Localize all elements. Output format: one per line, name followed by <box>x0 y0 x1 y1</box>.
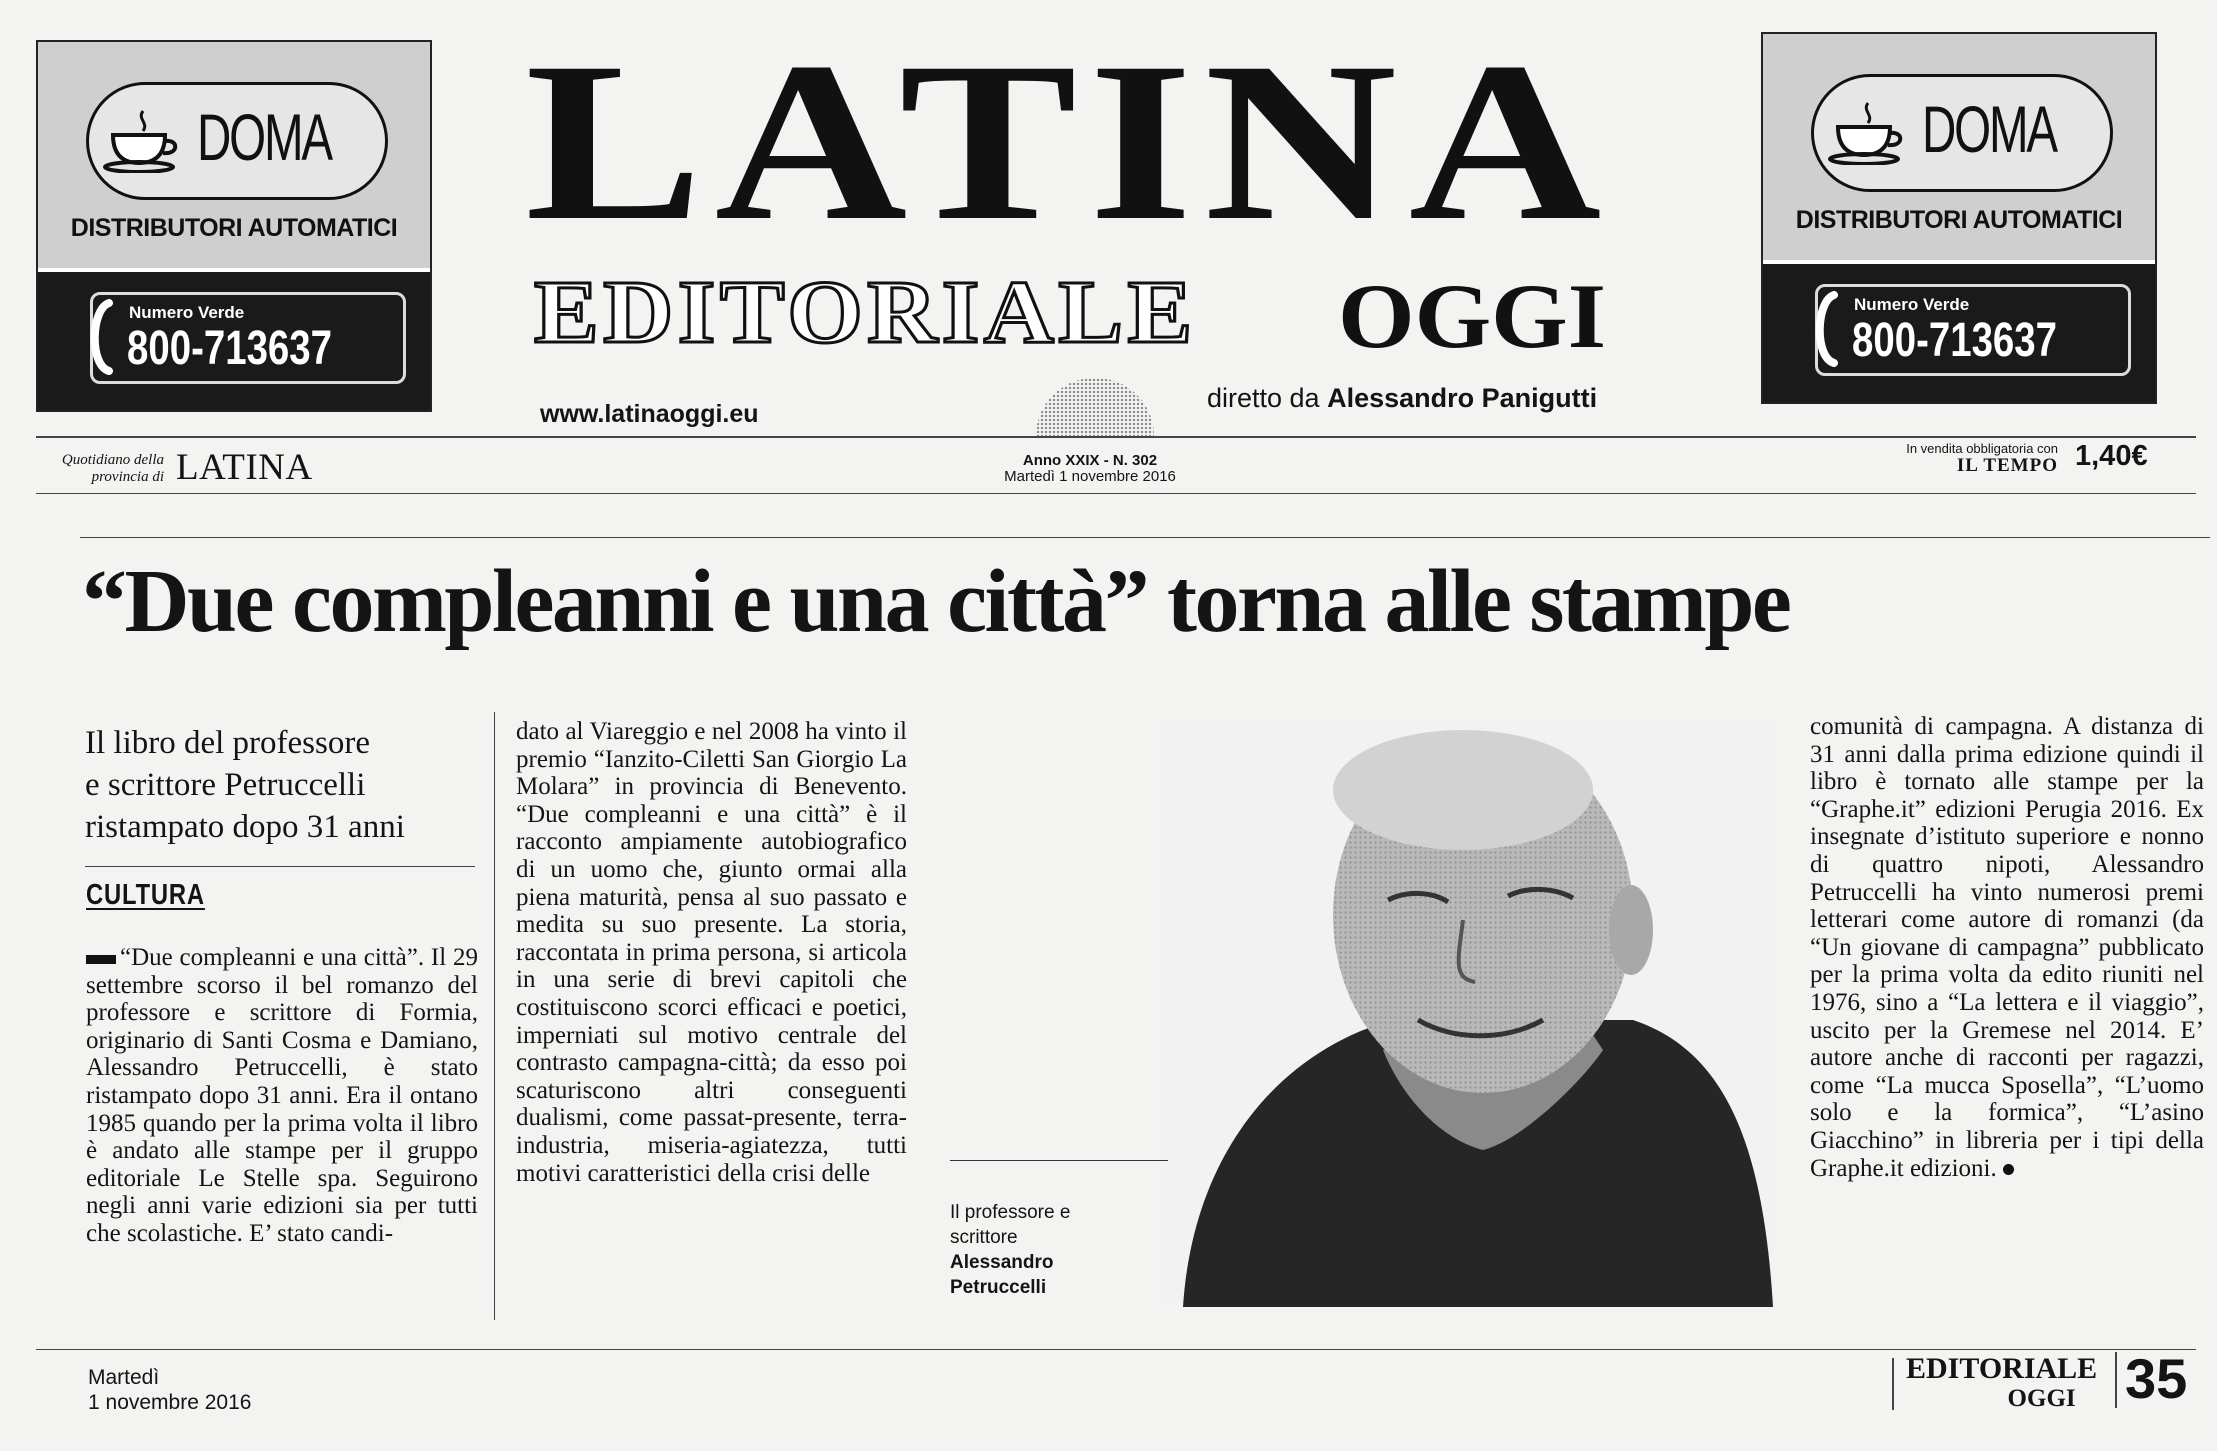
paper-city: LATINA <box>176 447 313 488</box>
standfirst-rule <box>85 866 475 867</box>
article-rule-top <box>80 537 2210 538</box>
photo-caption <box>950 1200 1130 1300</box>
sale-partner: IL TEMPO <box>1956 455 2058 476</box>
article-column-1 <box>86 944 478 1248</box>
director-credit <box>1207 383 1597 414</box>
column-divider <box>494 712 495 1320</box>
director-name: Alessandro Panigutti <box>1327 383 1598 413</box>
ad-right[interactable] <box>1761 32 2157 404</box>
ad-phone-label: Numero Verde <box>129 303 245 322</box>
sale-note: In vendita obbligatoria con <box>1906 441 2058 456</box>
ad-phone-panel <box>1763 264 2155 402</box>
section-label: CULTURA <box>86 879 205 911</box>
masthead-title: LATINA <box>525 16 1614 268</box>
issue-info <box>980 453 1200 485</box>
coffee-cup-icon <box>103 109 189 173</box>
footer-date <box>88 1365 251 1415</box>
ad-logo <box>1811 74 2113 192</box>
issue-date: Martedì 1 novembre 2016 <box>1004 468 1176 485</box>
caption-pointer <box>950 1160 1168 1161</box>
ad-phone-label: Numero Verde <box>1854 295 1970 314</box>
masthead-rule-top <box>36 436 2196 438</box>
standfirst-line: e scrittore Petruccelli <box>85 767 366 803</box>
ad-tagline: DISTRIBUTORI AUTOMATICI <box>1795 206 2123 234</box>
ad-logo-panel <box>38 42 430 268</box>
sale-info <box>1862 441 2058 476</box>
ad-phone-number: 800-713637 <box>1852 314 2057 367</box>
footer-full-date: 1 novembre 2016 <box>88 1391 252 1414</box>
paper-tagline-line2: provincia di <box>91 469 164 485</box>
footer-rule <box>36 1349 2196 1350</box>
phone-icon <box>1812 291 1838 367</box>
footer-brand-line2: OGGI <box>2007 1385 2076 1412</box>
ad-brand: DOMA <box>197 100 331 174</box>
footer-brand <box>1906 1354 2097 1414</box>
ad-logo <box>86 82 388 200</box>
ad-phone-box <box>90 292 406 384</box>
article-headline: “Due compleanni e una città” torna alle stampe <box>82 552 1790 651</box>
ad-logo-panel <box>1763 34 2155 260</box>
masthead-subtitle-oggi: OGGI <box>1338 265 1607 367</box>
article-column-3 <box>1810 713 2204 1182</box>
column-3-text: comunità di campagna. A distanza di 31 anni dalla prima edizione quindi il libro è tornato alle stampe per la “Graphe.it” edizioni Perugia 2016. Ex insegnate d’istituto superiore e nonno di quattro nipoti, Alessandro Petruccelli ha vinto numerosi premi letterari come autore di romanzi (da “Un giovane di campagna” pubblicato per la prima volta da edito riuniti nel 1976, sino a “La lettera e il viaggio”, uscito per la Gremese nel 2014. E’ autore anche di racconti per ragazzi, come “La mucca Sposella”, “L’uomo solo e la formica”, “L’asino Giacchino” in libreria per i tipi della Graphe.it edizioni. <box>1810 713 2204 1182</box>
footer-brand-divider <box>1892 1358 1894 1410</box>
coffee-cup-icon <box>1828 101 1914 165</box>
end-mark-icon <box>2003 1164 2014 1175</box>
caption-role: Il professore e scrittore <box>950 1202 1071 1248</box>
issue-number: Anno XXIX - N. 302 <box>1022 452 1158 469</box>
author-photo <box>1163 720 1773 1307</box>
price: 1,40€ <box>2075 440 2148 472</box>
footer-brand-line1: EDITORIALE <box>1906 1352 2098 1385</box>
ad-left[interactable] <box>36 40 432 412</box>
footer-page-divider <box>2115 1352 2117 1408</box>
masthead-ornament <box>1036 378 1154 436</box>
ad-phone-box <box>1815 284 2131 376</box>
paper-tagline <box>36 452 164 486</box>
masthead-subtitle-editoriale: EDITORIALE <box>534 263 1197 362</box>
director-prefix: diretto da <box>1207 383 1320 413</box>
column-2-text: dato al Viareggio e nel 2008 ha vinto il premio “Ianzito-Ciletti San Giorgio La Molara” in provincia di Benevento. “Due compleanni e una città” è il racconto ampiamente autobiografico di un uomo che, giunto ormai alla piena maturità, pensa al suo passato e medita su suo presente. La storia, raccontata in prima persona, si articola in una serie di brevi capitoli che costituiscono scorci efficaci e poetici, imperniati sul motivo centrale del contrasto campagna-città; da esso poi scaturiscono altri conseguenti dualismi, come passat-presente, terra-industria, miseria-agiatezza, tutti motivi caratteristici della crisi delle <box>516 718 907 1187</box>
paper-tagline-line1: Quotidiano della <box>61 452 164 468</box>
article-standfirst <box>85 722 465 848</box>
ad-brand: DOMA <box>1922 92 2056 166</box>
article-column-2 <box>516 718 907 1187</box>
ad-phone-panel <box>38 272 430 410</box>
standfirst-line: ristampato dopo 31 anni <box>85 809 405 845</box>
page-number: 35 <box>2125 1347 2188 1410</box>
column-1-text: “Due compleanni e una città”. Il 29 settembre scorso il bel romanzo del professore e scrittore di Formia, originario di Santi Cosma e Damiano, Alessandro Petruccelli, è stato ristampato dopo 31 anni. Era il ontano 1985 quando per la prima volta il libro è andato alle stampe per il gruppo editoriale Le Stelle spa. Seguirono negli anni varie edizioni sia per tutti che scolastiche. E’ stato candi- <box>86 944 478 1247</box>
footer-day: Martedì <box>88 1366 160 1389</box>
lead-bullet-icon <box>86 955 116 964</box>
author-portrait-image <box>1163 720 1773 1307</box>
standfirst-line: Il libro del professore <box>85 725 370 761</box>
website-link[interactable]: www.latinaoggi.eu <box>540 400 759 428</box>
caption-name: Alessandro Petruccelli <box>950 1252 1054 1298</box>
ad-phone-number: 800-713637 <box>127 322 332 375</box>
ad-tagline: DISTRIBUTORI AUTOMATICI <box>70 214 398 242</box>
phone-icon <box>87 299 113 375</box>
masthead-rule-bottom <box>36 493 2196 494</box>
